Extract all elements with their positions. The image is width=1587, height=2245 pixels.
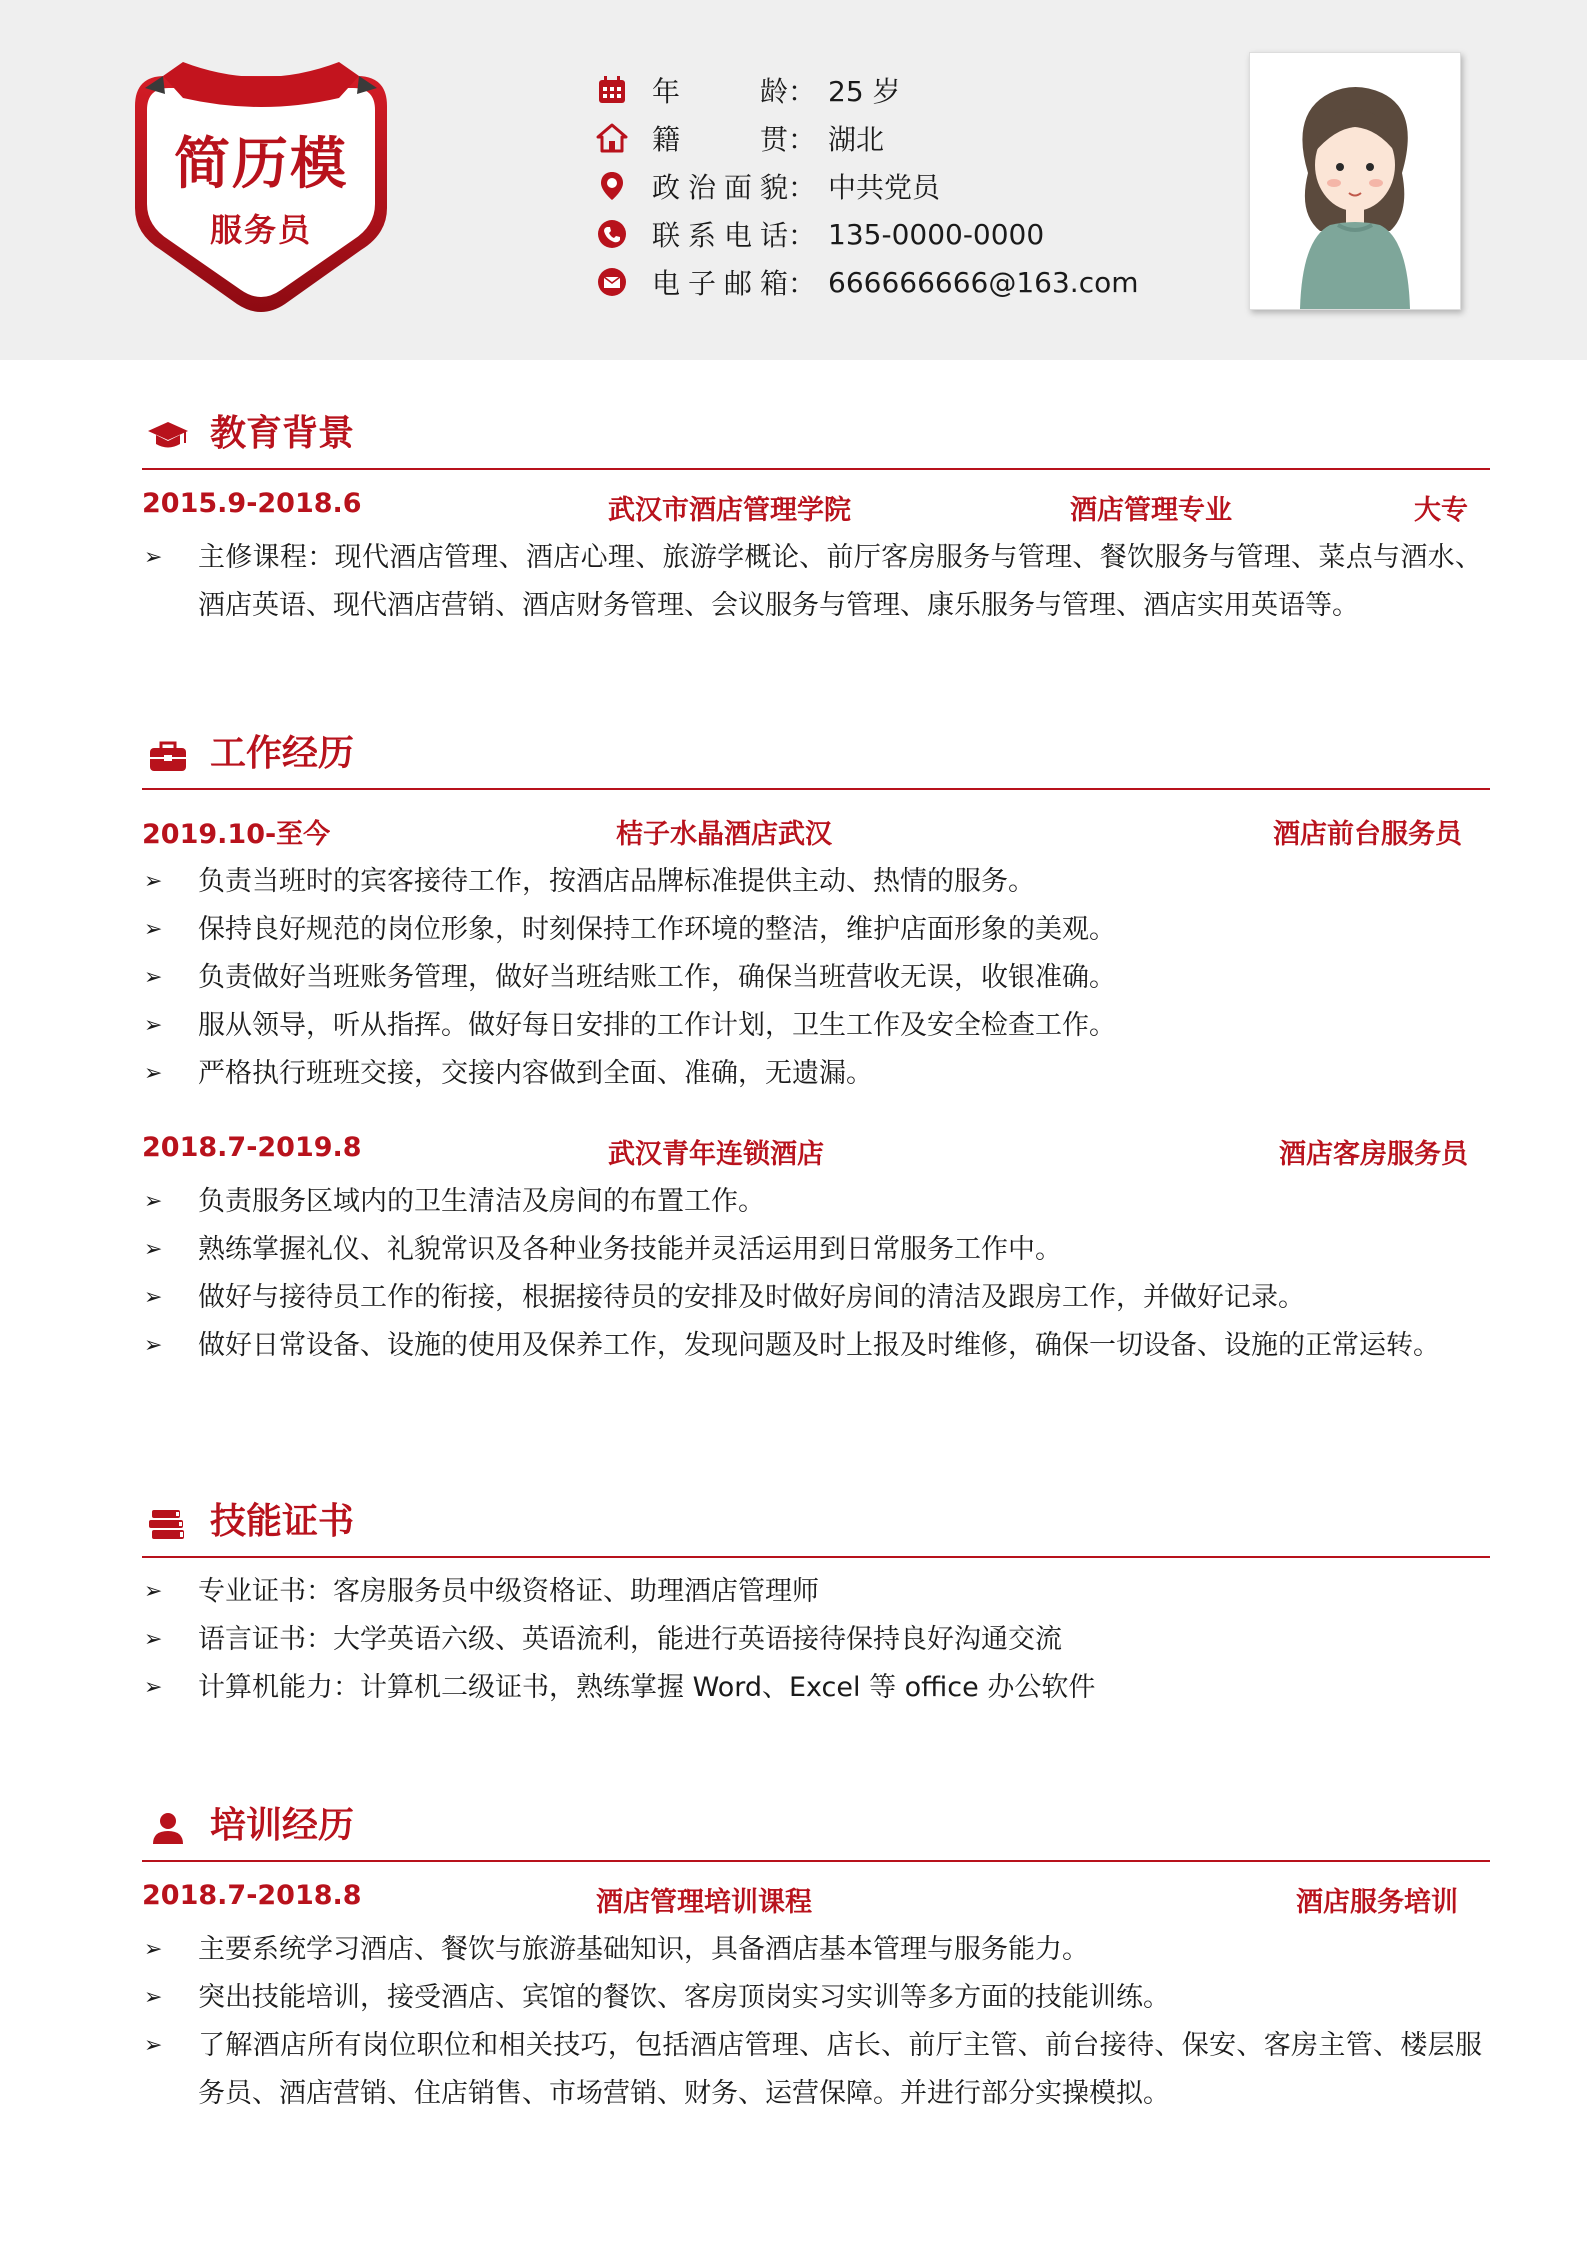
list-item: ➢ 做好日常设备、设施的使用及保养工作，发现问题及时上报及时维修，确保一切设备、设施的正常运转。 [142,1322,1490,1370]
location-pin-icon [596,170,628,202]
skills-section [142,1496,1490,1712]
job-duties-list [142,1178,1490,1370]
section-header [142,408,1490,470]
books-icon [146,1506,190,1542]
list-item: ➢ 语言证书：大学英语六级、英语流利，能进行英语接待保持良好沟通交流 [142,1616,1490,1664]
envelope-icon [596,266,628,298]
education-major: 酒店管理专业 [1070,495,1232,526]
education-entry-header [142,488,1490,528]
section-header [142,728,1490,790]
list-item: ➢ 负责当班时的宾客接待工作，按酒店品牌标准提供主动、热情的服务。 [142,858,1490,906]
job-date: 2018.7-2019.8 [142,1132,362,1163]
info-label: 年龄 [652,75,788,108]
personal-info [596,66,1139,306]
job-header [142,812,1490,852]
job-company: 武汉青年连锁酒店 [608,1139,824,1170]
job-company: 桔子水晶酒店武汉 [616,819,832,850]
job-duties-list [142,858,1490,1098]
section-header [142,1800,1490,1862]
training-type: 酒店服务培训 [1296,1887,1458,1918]
calendar-icon [596,74,628,106]
education-school: 武汉市酒店管理学院 [608,495,851,526]
info-value: 中共党员 [828,171,941,204]
list-item: ➢ 计算机能力：计算机二级证书，熟练掌握 Word、Excel 等 office 办公软件 [142,1664,1490,1712]
education-degree: 大专 [1414,495,1468,526]
info-value: 25 岁 [828,75,901,108]
section-title: 工作经历 [210,733,355,774]
info-value: 湖北 [828,123,885,156]
education-section [142,408,1490,630]
list-item: ➢ 主修课程：现代酒店管理、酒店心理、旅游学概论、前厅客房服务与管理、餐饮服务与管理、菜点与酒水、酒店英语、现代酒店营销、酒店财务管理、会议服务与管理、康乐服务与管理、酒店实用英语等。 [142,534,1490,630]
badge-title: 简历模 [174,132,348,197]
info-value: 135-0000-0000 [828,217,1045,251]
job-header [142,1132,1490,1172]
training-list [142,1926,1490,2118]
briefcase-icon [146,738,190,774]
training-section [142,1800,1490,2118]
list-item: ➢ 熟练掌握礼仪、礼貌常识及各种业务技能并灵活运用到日常服务工作中。 [142,1226,1490,1274]
info-row-phone: 联系电话 ： 135-0000-0000 [596,210,1139,258]
work-section [142,728,1490,1370]
job-position: 酒店前台服务员 [1273,819,1462,850]
training-date: 2018.7-2018.8 [142,1880,362,1911]
info-row-email: 电子邮箱 ： 666666666@163.com [596,258,1139,306]
list-item: ➢ 了解酒店所有岗位职位和相关技巧，包括酒店管理、店长、前厅主管、前台接待、保安、客房主管、楼层服务员、酒店营销、住店销售、市场营销、财务、运营保障。并进行部分实操模拟。 [142,2022,1490,2118]
graduation-cap-icon [146,418,190,454]
list-item: ➢ 主要系统学习酒店、餐饮与旅游基础知识，具备酒店基本管理与服务能力。 [142,1926,1490,1974]
job-position: 酒店客房服务员 [1279,1139,1468,1170]
education-date: 2015.9-2018.6 [142,488,362,519]
section-title: 培训经历 [210,1805,355,1846]
section-title: 技能证书 [210,1501,355,1542]
home-icon [596,122,628,154]
person-icon [146,1810,190,1846]
info-row-age: 年龄 ： 25 岁 [596,66,1139,114]
info-label: 电子邮箱 [652,267,788,300]
info-label: 政治面貌 [652,171,788,204]
list-item: ➢ 严格执行班班交接，交接内容做到全面、准确，无遗漏。 [142,1050,1490,1098]
badge-subtitle: 服务员 [209,211,312,249]
profile-photo [1249,52,1461,310]
skills-list [142,1568,1490,1712]
section-title: 教育背景 [210,413,355,454]
info-row-politics: 政治面貌 ： 中共党员 [596,162,1139,210]
list-item: ➢ 做好与接待员工作的衔接，根据接待员的安排及时做好房间的清洁及跟房工作，并做好记录。 [142,1274,1490,1322]
list-item: ➢ 负责做好当班账务管理，做好当班结账工作，确保当班营收无误，收银准确。 [142,954,1490,1002]
job-date: 2019.10-至今 [142,819,331,850]
training-course: 酒店管理培训课程 [596,1887,812,1918]
info-label: 籍贯 [652,123,788,156]
section-header [142,1496,1490,1558]
training-entry-header [142,1880,1490,1920]
list-item: ➢ 保持良好规范的岗位形象，时刻保持工作环境的整洁，维护店面形象的美观。 [142,906,1490,954]
list-item: ➢ 负责服务区域内的卫生清洁及房间的布置工作。 [142,1178,1490,1226]
list-item: ➢ 专业证书：客房服务员中级资格证、助理酒店管理师 [142,1568,1490,1616]
info-label: 联系电话 [652,219,788,252]
info-value: 666666666@163.com [828,265,1139,299]
phone-icon [596,218,628,250]
education-courses-list [142,534,1490,630]
list-item: ➢ 突出技能培训，接受酒店、宾馆的餐饮、客房顶岗实习实训等多方面的技能训练。 [142,1974,1490,2022]
avatar-illustration [1250,53,1460,309]
info-row-hometown: 籍贯 ： 湖北 [596,114,1139,162]
list-item: ➢ 服从领导，听从指挥。做好每日安排的工作计划，卫生工作及安全检查工作。 [142,1002,1490,1050]
